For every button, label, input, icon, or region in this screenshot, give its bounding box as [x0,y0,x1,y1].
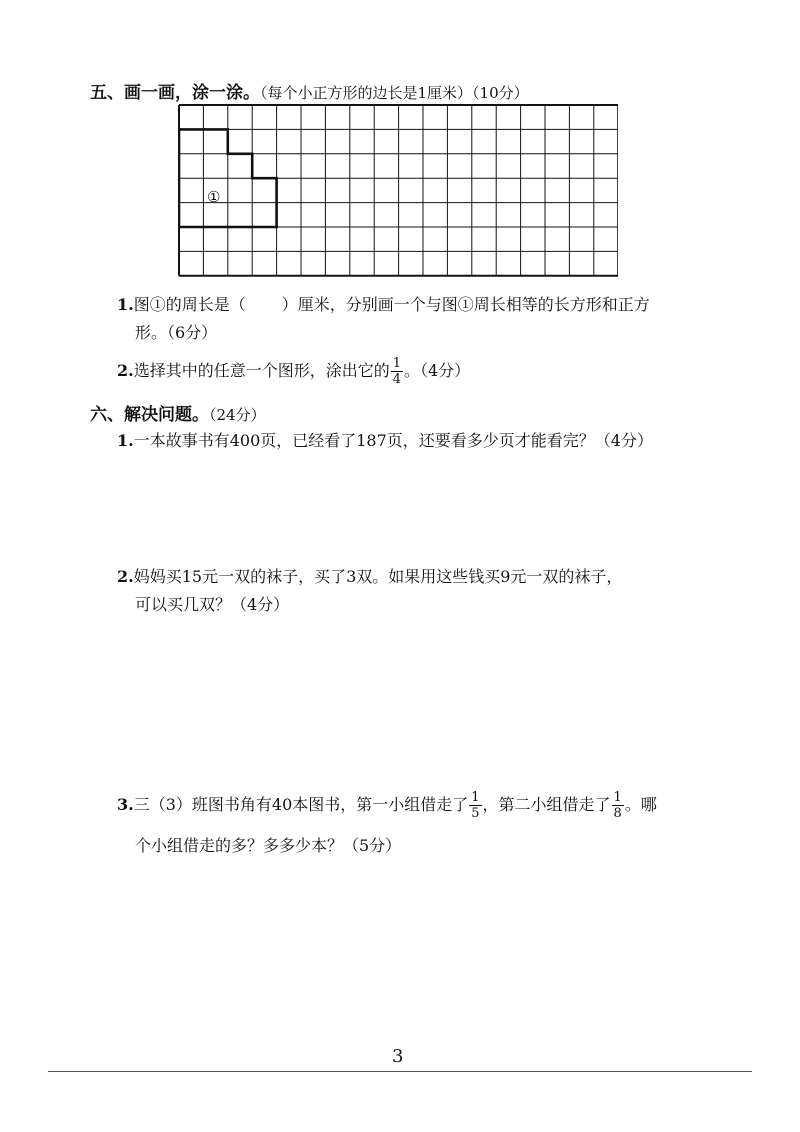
frac-numerator: 1 [613,790,622,805]
s6-q3-number: 3. [117,795,134,814]
frac-denominator: 8 [613,806,622,821]
s6-q2-text-b: 可以买几双？（4分） [135,595,290,614]
s5-q2-text-a: 选择其中的任意一个图形，涂出它的 [133,361,390,380]
s6-question-2-line1 [117,564,622,587]
frac-numerator: 1 [392,356,401,371]
s5-q1-text-b: ）厘米，分别画一个与图①周长相等的长方形和正方 [281,295,650,314]
fraction-one-eighth [612,790,624,821]
frac-denominator: 4 [392,372,401,387]
section6-title: 六、解决问题。 [90,405,209,425]
s6-question-1 [117,428,653,451]
section6-heading [90,400,266,425]
frac-numerator: 1 [471,790,480,805]
fraction-one-quarter [391,356,403,387]
section5-heading [90,78,529,103]
s5-q1-text-a: 图①的周长是（ [133,295,246,314]
s5-q2-number: 2. [117,361,134,380]
s6-q3-text-b: ，第二小组借走了 [482,795,611,814]
s6-q3-text-a: 三（3）班图书角有40本图书，第一小组借走了 [133,795,469,814]
square-grid [178,104,618,286]
section5-title: 五、画一画，涂一涂。 [90,83,260,103]
s5-question-1-line1 [117,292,650,315]
s5-question-2 [117,356,470,387]
s6-q1-text: 一本故事书有400页，已经看了187页，还要看多少页才能看完？（4分） [133,431,653,450]
s5-q2-text-b: 。（4分） [404,361,471,380]
s6-q2-number: 2. [117,567,134,586]
s6-q2-text-a: 妈妈买15元一双的袜子，买了3双。如果用这些钱买9元一双的袜子， [133,567,623,586]
s6-q3-text-c: 。哪 [624,795,657,814]
figure-1-label: ① [207,188,221,206]
s5-q1-number: 1. [117,295,134,314]
fraction-one-fifth [469,790,481,821]
page-number: 3 [392,1046,404,1067]
s5-q1-text-c: 形。（6分） [135,323,218,342]
footer-divider [48,1071,752,1072]
section5-note: （每个小正方形的边长是1厘米）（10分） [260,84,529,102]
s6-question-3-line1 [117,790,657,821]
s6-q3-text-d: 个小组借走的多？多多少本？（5分） [135,836,402,855]
section6-points: （24分） [209,406,266,424]
s6-q1-number: 1. [117,431,134,450]
frac-denominator: 5 [471,806,480,821]
